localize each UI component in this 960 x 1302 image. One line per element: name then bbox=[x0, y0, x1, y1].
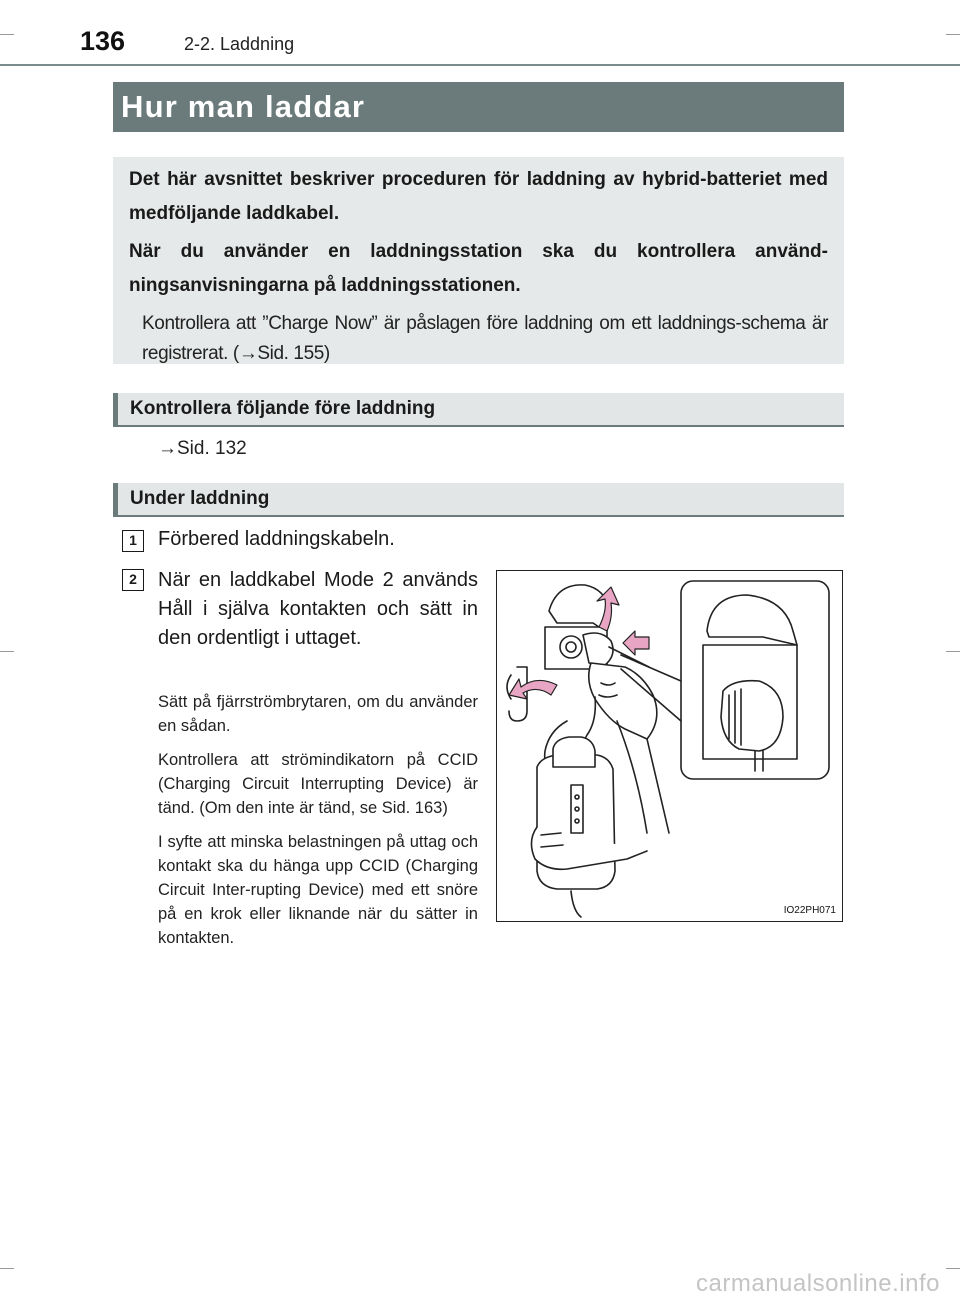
intro-box bbox=[113, 157, 844, 364]
intro-paragraph: När du använder en laddningsstation ska du kontrollera använd-ningsanvisningarna på laddningsstationen. bbox=[129, 241, 828, 296]
step-number: 2 bbox=[122, 569, 144, 591]
intro-note: Kontrollera att ”Charge Now” är påslagen före laddning om ett laddnings-schema är registrerat. (→Sid. 155) bbox=[142, 313, 828, 364]
header-rule bbox=[0, 64, 960, 66]
step-notes bbox=[158, 690, 478, 960]
subheading-accent bbox=[113, 393, 118, 425]
step-line: Håll i själva kontakten och sätt in den ordentligt i uttaget. bbox=[158, 598, 478, 649]
page-number: 136 bbox=[80, 26, 126, 56]
crop-mark bbox=[946, 1268, 960, 1269]
crop-mark bbox=[0, 651, 14, 652]
crop-mark bbox=[946, 651, 960, 652]
note-paragraph: Sätt på fjärrströmbrytaren, om du använder en sådan. bbox=[158, 693, 478, 735]
page-reference: →Sid. 132 bbox=[158, 438, 247, 459]
step-text bbox=[158, 566, 478, 653]
subheading-accent bbox=[113, 483, 118, 515]
intro-paragraph: Det här avsnittet beskriver proceduren för laddning av hybrid-batteriet med medföljande laddkabel. bbox=[129, 169, 828, 224]
page-title: Hur man laddar bbox=[113, 82, 844, 132]
figure-code: IO22PH071 bbox=[783, 905, 836, 916]
section-label: 2-2. Laddning bbox=[184, 34, 295, 54]
subheading-check bbox=[113, 393, 844, 427]
subheading-text: Under laddning bbox=[130, 488, 270, 509]
step-text: Förbered laddningskabeln. bbox=[158, 528, 395, 550]
step-number: 1 bbox=[122, 530, 144, 552]
note-paragraph: I syfte att minska belastningen på uttag och kontakt ska du hänga upp CCID (Charging Circuit Inter-rupting Device) med ett snöre på en krok eller liknande när du sätter in kontakten. bbox=[158, 833, 478, 947]
charging-illustration-drawing bbox=[497, 571, 841, 920]
crop-mark bbox=[0, 1268, 14, 1269]
step-line: När en laddkabel Mode 2 används bbox=[158, 569, 478, 591]
crop-mark bbox=[0, 34, 14, 35]
charging-illustration bbox=[496, 570, 843, 922]
crop-mark bbox=[946, 34, 960, 35]
subheading-charging bbox=[113, 483, 844, 517]
subheading-text: Kontrollera följande före laddning bbox=[130, 398, 436, 419]
note-paragraph: Kontrollera att strömindikatorn på CCID (Charging Circuit Interrupting Device) är tänd. (Om den inte är tänd, se Sid. 163) bbox=[158, 751, 478, 817]
watermark: carmanualsonline.info bbox=[696, 1270, 940, 1297]
